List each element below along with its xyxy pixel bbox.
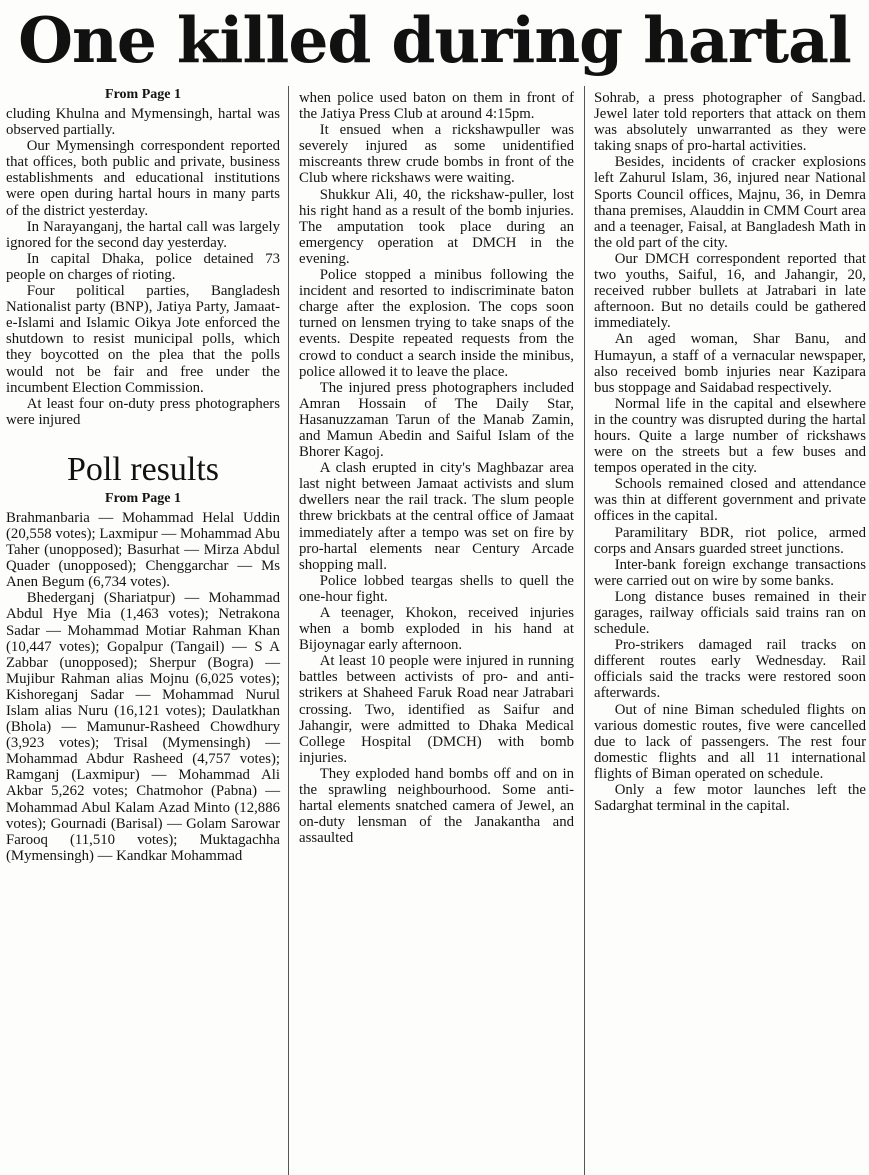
article-paragraph: when police used baton on them in front of the Jatiya Press Club at around 4:15pm. — [299, 90, 574, 123]
poll-paragraph: Bhederganj (Shariatpur) — Mohammad Abdul Hye Mia (1,463 votes); Netrakona Sadar — Mohammad Motiar Rahman Khan (10,447 votes); Gopalpur (Tangail) — S A Zabbar (unopposed); Sherpur (Bogra) — Mujibur Rahman alias Mojnu (6,025 votes); Kishoreganj Sadar — Mohammad Nurul Islam alias Nuru (16,121 votes); Daulatkhan (Bhola) — Mamunur-Rasheed Chowdhury (3,923 votes); Trisal (Mymensingh) — Mohammad Abdur Rasheed (4,757 votes); Ramganj (Laxmipur) — Mohammad Ali Akbar 5,262 votes; Chatmohor (Pabna) — Mohammad Abul Kalam Azad Minto (12,886 votes); Gournadi (Barisal) — Golam Sarowar Farooq (11,510 votes); Muktagachha (Mymensingh) — Kandkar Mohammad — [6, 590, 280, 864]
article-paragraph: Only a few motor launches left the Sadarghat terminal in the capital. — [594, 782, 866, 815]
article-paragraph: They exploded hand bombs off and on in the sprawling neighbourhood. Some anti-hartal elements snatched camera of Jewel, an on-duty lensman of the Janakantha and assaulted — [299, 765, 574, 847]
jump-label: From Page 1 — [105, 87, 181, 102]
poll-results-title: Poll results — [66, 450, 220, 488]
article-paragraph: Long distance buses remained in their garages, railway officials said trains ran on schedule. — [594, 588, 866, 638]
column-rule-1 — [288, 86, 289, 1175]
article-paragraph: cluding Khulna and Mymensingh, hartal was observed partially. — [6, 106, 280, 139]
article-paragraph: Four political parties, Bangladesh Nationalist party (BNP), Jatiya Party, Jamaat-e-Islami and Islamic Oikya Jote enforced the shutdown to resist municipal polls, which they boycotted on the plea that the polls would not be fair and free under the incumbent Election Commission. — [6, 283, 280, 396]
article-paragraph: At least four on-duty press photographers were injured — [6, 395, 280, 428]
article-paragraph: Paramilitary BDR, riot police, armed corps and Ansars guarded street junctions. — [594, 524, 866, 557]
article-column-2 — [299, 90, 574, 846]
article-paragraph: Sohrab, a press photographer of Sangbad. Jewel later told reporters that attack on them was absolutely unwarranted as they were taking snaps of pro-hartal activities. — [594, 90, 866, 155]
article-paragraph: The injured press photographers included Amran Hossain of The Daily Star, Hasanuzzaman Tarun of the Manab Zamin, and Mamun Abedin and Saiful Islam of the Bhorer Kagoj. — [299, 379, 574, 461]
article-paragraph: Normal life in the capital and elsewhere in the country was disrupted during the hartal hours. Quite a large number of rickshaws were on the streets but a few buses and tempos operated in the city. — [594, 395, 866, 477]
poll-paragraph: Brahmanbaria — Mohammad Helal Uddin (20,558 votes); Laxmipur — Mohammad Abu Taher (unopposed); Basurhat — Mirza Abdul Quader (unopposed); Chenggarchar — Ms Anen Begum (6,734 votes). — [6, 509, 280, 591]
article-paragraph: Police stopped a minibus following the incident and resorted to indiscriminate baton charge after the explosion. The cops soon turned on lensmen trying to take snaps of the events. Despite repeated requests from the crowd to conduct a search inside the minibus, police allowed it to leave the place. — [299, 267, 574, 380]
article-paragraph: Our DMCH correspondent reported that two youths, Saiful, 16, and Jahangir, 20, received rubber bullets at Jatrabari in late afternoon. But no details could be gathered immediately. — [594, 250, 866, 332]
article-paragraph: A clash erupted in city's Maghbazar area last night between Jamaat activists and slum dwellers near the rail track. The slum people threw brickbats at the central office of Jamaat immediately after a tempo was set on fire by pro-hartal elements near Century Arcade shopping mall. — [299, 460, 574, 573]
article-column-3 — [594, 90, 866, 814]
article-paragraph: Schools remained closed and attendance was thin at different government and private offices in the capital. — [594, 476, 866, 525]
column-rule-2 — [584, 86, 585, 1175]
article-paragraph: In capital Dhaka, police detained 73 people on charges of rioting. — [6, 250, 280, 283]
headline: One killed during hartal — [18, 3, 851, 77]
article-column-1 — [6, 86, 280, 864]
article-paragraph: An aged woman, Shar Banu, and Humayun, a staff of a vernacular newspaper, also received bomb injuries near Kazipara bus stoppage and Saidabad respectively. — [594, 331, 866, 396]
poll-results-body — [6, 510, 280, 864]
article-paragraph: Pro-strikers damaged rail tracks on different routes early Wednesday. Rail officials said the tracks were restored soon afterwards. — [594, 637, 866, 702]
article-paragraph: Police lobbed teargas shells to quell the one-hour fight. — [299, 572, 574, 605]
article-paragraph: Our Mymensingh correspondent reported that offices, both public and private, business establishments and educational institutions were open during hartal hours in many parts of the district yesterday. — [6, 138, 280, 219]
article-paragraph: Shukkur Ali, 40, the rickshaw-puller, lost his right hand as a result of the bomb injuries. The amputation took place during an emergency operation at DMCH in the evening. — [299, 186, 574, 267]
article-paragraph: Besides, incidents of cracker explosions left Zahurul Islam, 36, injured near National Sports Council offices, Majnu, 36, in Demra thana premises, Alauddin in CMM Court area and a teenager, Faisal, at Bangladesh Math in the old part of the city. — [594, 154, 866, 251]
article-paragraph: Out of nine Biman scheduled flights on various domestic routes, five were cancelled due to lack of passengers. The rest four domestic flights and all 11 international flights of Biman operated on schedule. — [594, 701, 866, 782]
article-paragraph: In Narayanganj, the hartal call was largely ignored for the second day yesterday. — [6, 218, 280, 251]
article-paragraph: Inter-bank foreign exchange transactions were carried out on wire by some banks. — [594, 556, 866, 589]
article-paragraph: A teenager, Khokon, received injuries when a bomb exploded in his hand at Bijoynagar early afternoon. — [299, 605, 574, 654]
poll-jump-label: From Page 1 — [105, 490, 181, 506]
article-paragraph: It ensued when a rickshawpuller was severely injured as some unidentified miscreants threw crude bombs in front of the Club where rickshaws were waiting. — [299, 122, 574, 187]
article-paragraph: At least 10 people were injured in running battles between activists of pro- and anti-strikers at Shaheed Faruk Road near Jatrabari crossing. Two, identified as Saifur and Jahangir, were admitted to Dhaka Medical College Hospital (DMCH) with bomb injuries. — [299, 653, 574, 766]
